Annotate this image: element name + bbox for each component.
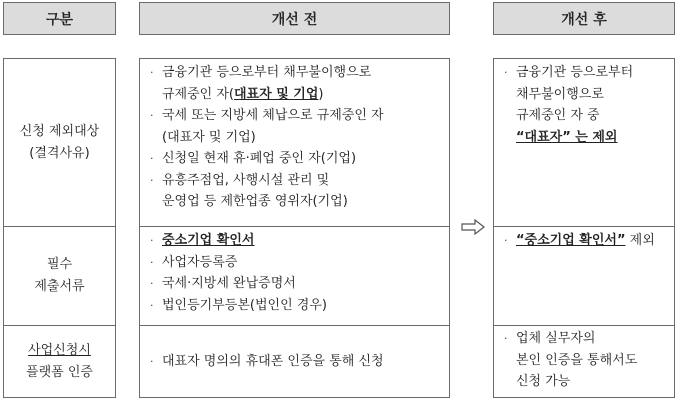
- bullet-icon: ·: [150, 255, 154, 269]
- list-item: [150, 148, 443, 170]
- bullet-icon: ·: [150, 298, 154, 312]
- header-before: 개선 전: [139, 2, 450, 35]
- row-label-platform-line1: 사업신청시: [28, 342, 91, 358]
- before-documents-list: [140, 226, 449, 325]
- emphasis-text: 대표자 및 기업: [234, 86, 319, 102]
- list-item: [504, 328, 668, 393]
- item-text-line2: 본인 인증을 통해서도: [516, 352, 638, 368]
- item-text-line3: 규제중인 자 중: [516, 108, 600, 123]
- list-item: [150, 252, 443, 274]
- emphasis-text: “중소기업 확인서”: [516, 233, 626, 248]
- list-item: [150, 273, 443, 295]
- list-item: [150, 295, 443, 317]
- bullet-icon: ·: [150, 152, 154, 165]
- item-text: 업체 실무자의: [516, 331, 596, 346]
- after-exclusion-cell: [494, 59, 674, 226]
- hollow-right-arrow-icon: [461, 219, 485, 235]
- item-text-line2: 채무불이행으로: [516, 86, 604, 102]
- item-text-line2: 규제중인 자(대표자 및 기업): [162, 86, 324, 102]
- header-after: 개선 후: [493, 2, 675, 35]
- row-label-documents-line2: 제출서류: [34, 279, 85, 294]
- bullet-icon: ·: [504, 234, 508, 247]
- bullet-icon: ·: [150, 354, 154, 368]
- list-item: [150, 230, 443, 252]
- item-text: 금융기관 등으로부터: [516, 65, 634, 80]
- list-item: [150, 351, 384, 373]
- row-label-platform: [4, 325, 115, 397]
- item-text: 국세·지방세 완납증명서: [162, 276, 296, 291]
- item-text-line3: 신청 가능: [516, 374, 571, 389]
- list-item: [504, 230, 668, 252]
- list-item: [150, 62, 443, 105]
- after-platform-cell: [494, 325, 674, 397]
- row-label-exclusion: [4, 59, 115, 226]
- emphasis-text: “대표자” 는 제외: [516, 129, 618, 145]
- bullet-icon: ·: [150, 277, 154, 290]
- bullet-icon: ·: [150, 234, 154, 247]
- item-text-line2: 운영업 등 제한업종 영위자(기업): [162, 194, 348, 209]
- list-item: [504, 62, 668, 148]
- before-platform-cell: [140, 325, 449, 397]
- list-item: [150, 170, 443, 213]
- after-column: [493, 58, 675, 398]
- item-text: 사업자등록증: [162, 254, 238, 270]
- item-text: 중소기업 확인서: [162, 233, 255, 248]
- bullet-icon: ·: [150, 66, 154, 79]
- item-text-line2: (대표자 및 기업): [162, 129, 256, 145]
- item-text: “중소기업 확인서” 제외: [516, 233, 655, 248]
- before-exclusion-list: [140, 59, 449, 226]
- bullet-icon: ·: [150, 109, 154, 122]
- bullet-icon: ·: [504, 332, 508, 345]
- after-documents-cell: [494, 226, 674, 325]
- item-text: 국세 또는 지방세 체납으로 규제중인 자: [162, 108, 384, 123]
- bullet-icon: ·: [150, 173, 154, 187]
- before-column: [139, 58, 450, 398]
- item-text: 금융기관 등으로부터 채무불이행으로: [162, 65, 372, 80]
- row-label-documents: [4, 226, 115, 325]
- row-label-exclusion-line2: (결격사유): [29, 145, 90, 161]
- bullet-icon: ·: [504, 66, 508, 79]
- row-label-platform-line2: 플랫폼 인증: [26, 364, 93, 380]
- item-text: 대표자 명의의 휴대폰 인증을 통해 신청: [162, 353, 384, 369]
- item-text: 유흥주점업, 사행시설 관리 및: [162, 172, 330, 188]
- category-column: [3, 58, 116, 398]
- row-label-exclusion-line1: 신청 제외대상: [19, 123, 100, 139]
- item-text: 법인등기부등본(법인인 경우): [162, 297, 327, 313]
- item-text: 신청일 현재 휴·폐업 중인 자(기업): [162, 151, 357, 166]
- list-item: [150, 105, 443, 148]
- row-label-documents-line1: 필수: [46, 257, 73, 272]
- header-category: 구분: [3, 2, 116, 35]
